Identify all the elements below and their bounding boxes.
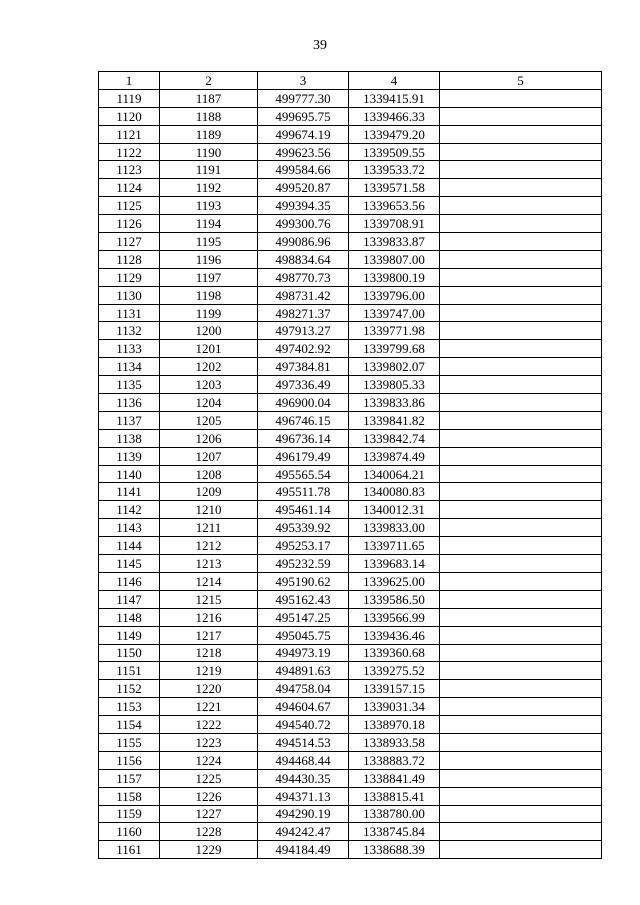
table-row <box>99 197 602 215</box>
x-coordinate-cell: 494468.44 <box>258 751 349 769</box>
x-coordinate-cell: 499584.66 <box>258 161 349 179</box>
table-row <box>99 447 602 465</box>
y-coordinate-cell: 1339833.00 <box>349 519 440 537</box>
x-coordinate-cell: 494891.63 <box>258 662 349 680</box>
x-coordinate-cell: 499086.96 <box>258 233 349 251</box>
x-coordinate-cell: 495511.78 <box>258 483 349 501</box>
column-header: 1 <box>99 72 160 90</box>
point-number-cell: 1193 <box>160 197 258 215</box>
note-cell <box>440 733 602 751</box>
point-number-cell: 1228 <box>160 823 258 841</box>
y-coordinate-cell: 1339800.19 <box>349 268 440 286</box>
table-row <box>99 358 602 376</box>
row-number-cell: 1135 <box>99 376 160 394</box>
x-coordinate-cell: 495147.25 <box>258 608 349 626</box>
table-row <box>99 680 602 698</box>
note-cell <box>440 161 602 179</box>
row-number-cell: 1129 <box>99 268 160 286</box>
note-cell <box>440 340 602 358</box>
y-coordinate-cell: 1340012.31 <box>349 501 440 519</box>
table-row <box>99 340 602 358</box>
note-cell <box>440 787 602 805</box>
x-coordinate-cell: 494184.49 <box>258 841 349 859</box>
row-number-cell: 1158 <box>99 787 160 805</box>
point-number-cell: 1205 <box>160 411 258 429</box>
table-row <box>99 143 602 161</box>
y-coordinate-cell: 1339566.99 <box>349 608 440 626</box>
point-number-cell: 1197 <box>160 268 258 286</box>
row-number-cell: 1151 <box>99 662 160 680</box>
row-number-cell: 1128 <box>99 250 160 268</box>
x-coordinate-cell: 499695.75 <box>258 107 349 125</box>
x-coordinate-cell: 499394.35 <box>258 197 349 215</box>
point-number-cell: 1218 <box>160 644 258 662</box>
y-coordinate-cell: 1339833.87 <box>349 233 440 251</box>
row-number-cell: 1138 <box>99 429 160 447</box>
row-number-cell: 1157 <box>99 769 160 787</box>
table-row <box>99 250 602 268</box>
table-row <box>99 769 602 787</box>
x-coordinate-cell: 495162.43 <box>258 590 349 608</box>
point-number-cell: 1209 <box>160 483 258 501</box>
table-row <box>99 805 602 823</box>
point-number-cell: 1203 <box>160 376 258 394</box>
row-number-cell: 1146 <box>99 572 160 590</box>
note-cell <box>440 429 602 447</box>
y-coordinate-cell: 1338815.41 <box>349 787 440 805</box>
y-coordinate-cell: 1339436.46 <box>349 626 440 644</box>
note-cell <box>440 805 602 823</box>
table-row <box>99 572 602 590</box>
note-cell <box>440 680 602 698</box>
y-coordinate-cell: 1339653.56 <box>349 197 440 215</box>
table-row <box>99 644 602 662</box>
point-number-cell: 1191 <box>160 161 258 179</box>
row-number-cell: 1155 <box>99 733 160 751</box>
point-number-cell: 1221 <box>160 698 258 716</box>
row-number-cell: 1144 <box>99 537 160 555</box>
row-number-cell: 1145 <box>99 555 160 573</box>
note-cell <box>440 143 602 161</box>
note-cell <box>440 358 602 376</box>
row-number-cell: 1139 <box>99 447 160 465</box>
point-number-cell: 1192 <box>160 179 258 197</box>
row-number-cell: 1159 <box>99 805 160 823</box>
x-coordinate-cell: 499674.19 <box>258 125 349 143</box>
row-number-cell: 1134 <box>99 358 160 376</box>
y-coordinate-cell: 1339799.68 <box>349 340 440 358</box>
y-coordinate-cell: 1339747.00 <box>349 304 440 322</box>
point-number-cell: 1229 <box>160 841 258 859</box>
note-cell <box>440 268 602 286</box>
row-number-cell: 1143 <box>99 519 160 537</box>
y-coordinate-cell: 1338933.58 <box>349 733 440 751</box>
point-number-cell: 1202 <box>160 358 258 376</box>
x-coordinate-cell: 499777.30 <box>258 89 349 107</box>
row-number-cell: 1156 <box>99 751 160 769</box>
point-number-cell: 1189 <box>160 125 258 143</box>
row-number-cell: 1152 <box>99 680 160 698</box>
table-row <box>99 304 602 322</box>
column-header: 5 <box>440 72 602 90</box>
note-cell <box>440 572 602 590</box>
table-row <box>99 787 602 805</box>
point-number-cell: 1224 <box>160 751 258 769</box>
note-cell <box>440 519 602 537</box>
row-number-cell: 1149 <box>99 626 160 644</box>
row-number-cell: 1120 <box>99 107 160 125</box>
note-cell <box>440 394 602 412</box>
x-coordinate-cell: 494758.04 <box>258 680 349 698</box>
table-row <box>99 268 602 286</box>
point-number-cell: 1211 <box>160 519 258 537</box>
x-coordinate-cell: 497402.92 <box>258 340 349 358</box>
column-header: 3 <box>258 72 349 90</box>
y-coordinate-cell: 1339533.72 <box>349 161 440 179</box>
note-cell <box>440 501 602 519</box>
row-number-cell: 1140 <box>99 465 160 483</box>
x-coordinate-cell: 494604.67 <box>258 698 349 716</box>
table-row <box>99 608 602 626</box>
point-number-cell: 1206 <box>160 429 258 447</box>
note-cell <box>440 465 602 483</box>
table-row <box>99 107 602 125</box>
x-coordinate-cell: 497913.27 <box>258 322 349 340</box>
table-row <box>99 429 602 447</box>
x-coordinate-cell: 494540.72 <box>258 716 349 734</box>
x-coordinate-cell: 499300.76 <box>258 215 349 233</box>
point-number-cell: 1223 <box>160 733 258 751</box>
point-number-cell: 1190 <box>160 143 258 161</box>
point-number-cell: 1214 <box>160 572 258 590</box>
note-cell <box>440 376 602 394</box>
column-header: 2 <box>160 72 258 90</box>
row-number-cell: 1161 <box>99 841 160 859</box>
table-row <box>99 537 602 555</box>
note-cell <box>440 447 602 465</box>
table-body <box>99 89 602 858</box>
table-row <box>99 465 602 483</box>
y-coordinate-cell: 1339683.14 <box>349 555 440 573</box>
y-coordinate-cell: 1339360.68 <box>349 644 440 662</box>
table-row <box>99 179 602 197</box>
y-coordinate-cell: 1338780.00 <box>349 805 440 823</box>
row-number-cell: 1154 <box>99 716 160 734</box>
y-coordinate-cell: 1339625.00 <box>349 572 440 590</box>
row-number-cell: 1142 <box>99 501 160 519</box>
x-coordinate-cell: 496736.14 <box>258 429 349 447</box>
note-cell <box>440 769 602 787</box>
x-coordinate-cell: 494973.19 <box>258 644 349 662</box>
row-number-cell: 1133 <box>99 340 160 358</box>
y-coordinate-cell: 1338841.49 <box>349 769 440 787</box>
note-cell <box>440 608 602 626</box>
point-number-cell: 1212 <box>160 537 258 555</box>
row-number-cell: 1150 <box>99 644 160 662</box>
row-number-cell: 1121 <box>99 125 160 143</box>
point-number-cell: 1198 <box>160 286 258 304</box>
x-coordinate-cell: 498770.73 <box>258 268 349 286</box>
x-coordinate-cell: 497336.49 <box>258 376 349 394</box>
table-row <box>99 89 602 107</box>
point-number-cell: 1215 <box>160 590 258 608</box>
point-number-cell: 1225 <box>160 769 258 787</box>
y-coordinate-cell: 1339842.74 <box>349 429 440 447</box>
point-number-cell: 1226 <box>160 787 258 805</box>
row-number-cell: 1136 <box>99 394 160 412</box>
row-number-cell: 1141 <box>99 483 160 501</box>
row-number-cell: 1123 <box>99 161 160 179</box>
table-row <box>99 483 602 501</box>
note-cell <box>440 483 602 501</box>
note-cell <box>440 304 602 322</box>
point-number-cell: 1208 <box>160 465 258 483</box>
x-coordinate-cell: 495461.14 <box>258 501 349 519</box>
table-row <box>99 733 602 751</box>
table-row <box>99 322 602 340</box>
note-cell <box>440 89 602 107</box>
point-number-cell: 1195 <box>160 233 258 251</box>
row-number-cell: 1131 <box>99 304 160 322</box>
table-row <box>99 823 602 841</box>
row-number-cell: 1119 <box>99 89 160 107</box>
y-coordinate-cell: 1339711.65 <box>349 537 440 555</box>
y-coordinate-cell: 1339031.34 <box>349 698 440 716</box>
x-coordinate-cell: 499520.87 <box>258 179 349 197</box>
y-coordinate-cell: 1339833.86 <box>349 394 440 412</box>
row-number-cell: 1137 <box>99 411 160 429</box>
y-coordinate-cell: 1339509.55 <box>349 143 440 161</box>
x-coordinate-cell: 494430.35 <box>258 769 349 787</box>
row-number-cell: 1124 <box>99 179 160 197</box>
table-row <box>99 411 602 429</box>
table-row <box>99 376 602 394</box>
note-cell <box>440 841 602 859</box>
row-number-cell: 1153 <box>99 698 160 716</box>
point-number-cell: 1219 <box>160 662 258 680</box>
note-cell <box>440 233 602 251</box>
y-coordinate-cell: 1339479.20 <box>349 125 440 143</box>
y-coordinate-cell: 1339275.52 <box>349 662 440 680</box>
table-row <box>99 394 602 412</box>
y-coordinate-cell: 1338883.72 <box>349 751 440 769</box>
note-cell <box>440 322 602 340</box>
point-number-cell: 1210 <box>160 501 258 519</box>
coordinates-table <box>98 71 602 859</box>
x-coordinate-cell: 495045.75 <box>258 626 349 644</box>
column-header: 4 <box>349 72 440 90</box>
note-cell <box>440 125 602 143</box>
note-cell <box>440 698 602 716</box>
x-coordinate-cell: 496746.15 <box>258 411 349 429</box>
note-cell <box>440 716 602 734</box>
x-coordinate-cell: 497384.81 <box>258 358 349 376</box>
note-cell <box>440 411 602 429</box>
y-coordinate-cell: 1340080.83 <box>349 483 440 501</box>
point-number-cell: 1201 <box>160 340 258 358</box>
y-coordinate-cell: 1339415.91 <box>349 89 440 107</box>
x-coordinate-cell: 495232.59 <box>258 555 349 573</box>
table-row <box>99 161 602 179</box>
note-cell <box>440 626 602 644</box>
note-cell <box>440 250 602 268</box>
point-number-cell: 1217 <box>160 626 258 644</box>
point-number-cell: 1199 <box>160 304 258 322</box>
point-number-cell: 1204 <box>160 394 258 412</box>
row-number-cell: 1125 <box>99 197 160 215</box>
table-row <box>99 286 602 304</box>
point-number-cell: 1188 <box>160 107 258 125</box>
y-coordinate-cell: 1339841.82 <box>349 411 440 429</box>
note-cell <box>440 107 602 125</box>
x-coordinate-cell: 498731.42 <box>258 286 349 304</box>
y-coordinate-cell: 1338688.39 <box>349 841 440 859</box>
note-cell <box>440 644 602 662</box>
row-number-cell: 1130 <box>99 286 160 304</box>
row-number-cell: 1147 <box>99 590 160 608</box>
y-coordinate-cell: 1339807.00 <box>349 250 440 268</box>
row-number-cell: 1148 <box>99 608 160 626</box>
y-coordinate-cell: 1339708.91 <box>349 215 440 233</box>
note-cell <box>440 555 602 573</box>
x-coordinate-cell: 496900.04 <box>258 394 349 412</box>
row-number-cell: 1126 <box>99 215 160 233</box>
note-cell <box>440 215 602 233</box>
x-coordinate-cell: 498271.37 <box>258 304 349 322</box>
point-number-cell: 1220 <box>160 680 258 698</box>
point-number-cell: 1196 <box>160 250 258 268</box>
x-coordinate-cell: 495253.17 <box>258 537 349 555</box>
note-cell <box>440 179 602 197</box>
note-cell <box>440 197 602 215</box>
note-cell <box>440 590 602 608</box>
point-number-cell: 1187 <box>160 89 258 107</box>
x-coordinate-cell: 494514.53 <box>258 733 349 751</box>
x-coordinate-cell: 495339.92 <box>258 519 349 537</box>
y-coordinate-cell: 1339466.33 <box>349 107 440 125</box>
page-number: 39 <box>313 38 327 53</box>
table-row <box>99 555 602 573</box>
y-coordinate-cell: 1339571.58 <box>349 179 440 197</box>
x-coordinate-cell: 494290.19 <box>258 805 349 823</box>
y-coordinate-cell: 1339802.07 <box>349 358 440 376</box>
y-coordinate-cell: 1339586.50 <box>349 590 440 608</box>
y-coordinate-cell: 1339157.15 <box>349 680 440 698</box>
table-row <box>99 125 602 143</box>
point-number-cell: 1213 <box>160 555 258 573</box>
point-number-cell: 1216 <box>160 608 258 626</box>
table-row <box>99 519 602 537</box>
x-coordinate-cell: 496179.49 <box>258 447 349 465</box>
row-number-cell: 1127 <box>99 233 160 251</box>
x-coordinate-cell: 499623.56 <box>258 143 349 161</box>
x-coordinate-cell: 495565.54 <box>258 465 349 483</box>
table-header-row <box>99 72 602 90</box>
table-row <box>99 233 602 251</box>
y-coordinate-cell: 1340064.21 <box>349 465 440 483</box>
y-coordinate-cell: 1338745.84 <box>349 823 440 841</box>
y-coordinate-cell: 1339771.98 <box>349 322 440 340</box>
row-number-cell: 1132 <box>99 322 160 340</box>
y-coordinate-cell: 1339796.00 <box>349 286 440 304</box>
x-coordinate-cell: 494242.47 <box>258 823 349 841</box>
point-number-cell: 1194 <box>160 215 258 233</box>
point-number-cell: 1207 <box>160 447 258 465</box>
note-cell <box>440 751 602 769</box>
note-cell <box>440 662 602 680</box>
table-row <box>99 662 602 680</box>
x-coordinate-cell: 498834.64 <box>258 250 349 268</box>
point-number-cell: 1227 <box>160 805 258 823</box>
table-row <box>99 215 602 233</box>
table-row <box>99 841 602 859</box>
x-coordinate-cell: 495190.62 <box>258 572 349 590</box>
table-row <box>99 626 602 644</box>
note-cell <box>440 823 602 841</box>
table-row <box>99 501 602 519</box>
point-number-cell: 1222 <box>160 716 258 734</box>
y-coordinate-cell: 1338970.18 <box>349 716 440 734</box>
table-row <box>99 716 602 734</box>
note-cell <box>440 537 602 555</box>
table-row <box>99 698 602 716</box>
row-number-cell: 1160 <box>99 823 160 841</box>
row-number-cell: 1122 <box>99 143 160 161</box>
note-cell <box>440 286 602 304</box>
y-coordinate-cell: 1339805.33 <box>349 376 440 394</box>
y-coordinate-cell: 1339874.49 <box>349 447 440 465</box>
table-row <box>99 751 602 769</box>
point-number-cell: 1200 <box>160 322 258 340</box>
table-row <box>99 590 602 608</box>
x-coordinate-cell: 494371.13 <box>258 787 349 805</box>
